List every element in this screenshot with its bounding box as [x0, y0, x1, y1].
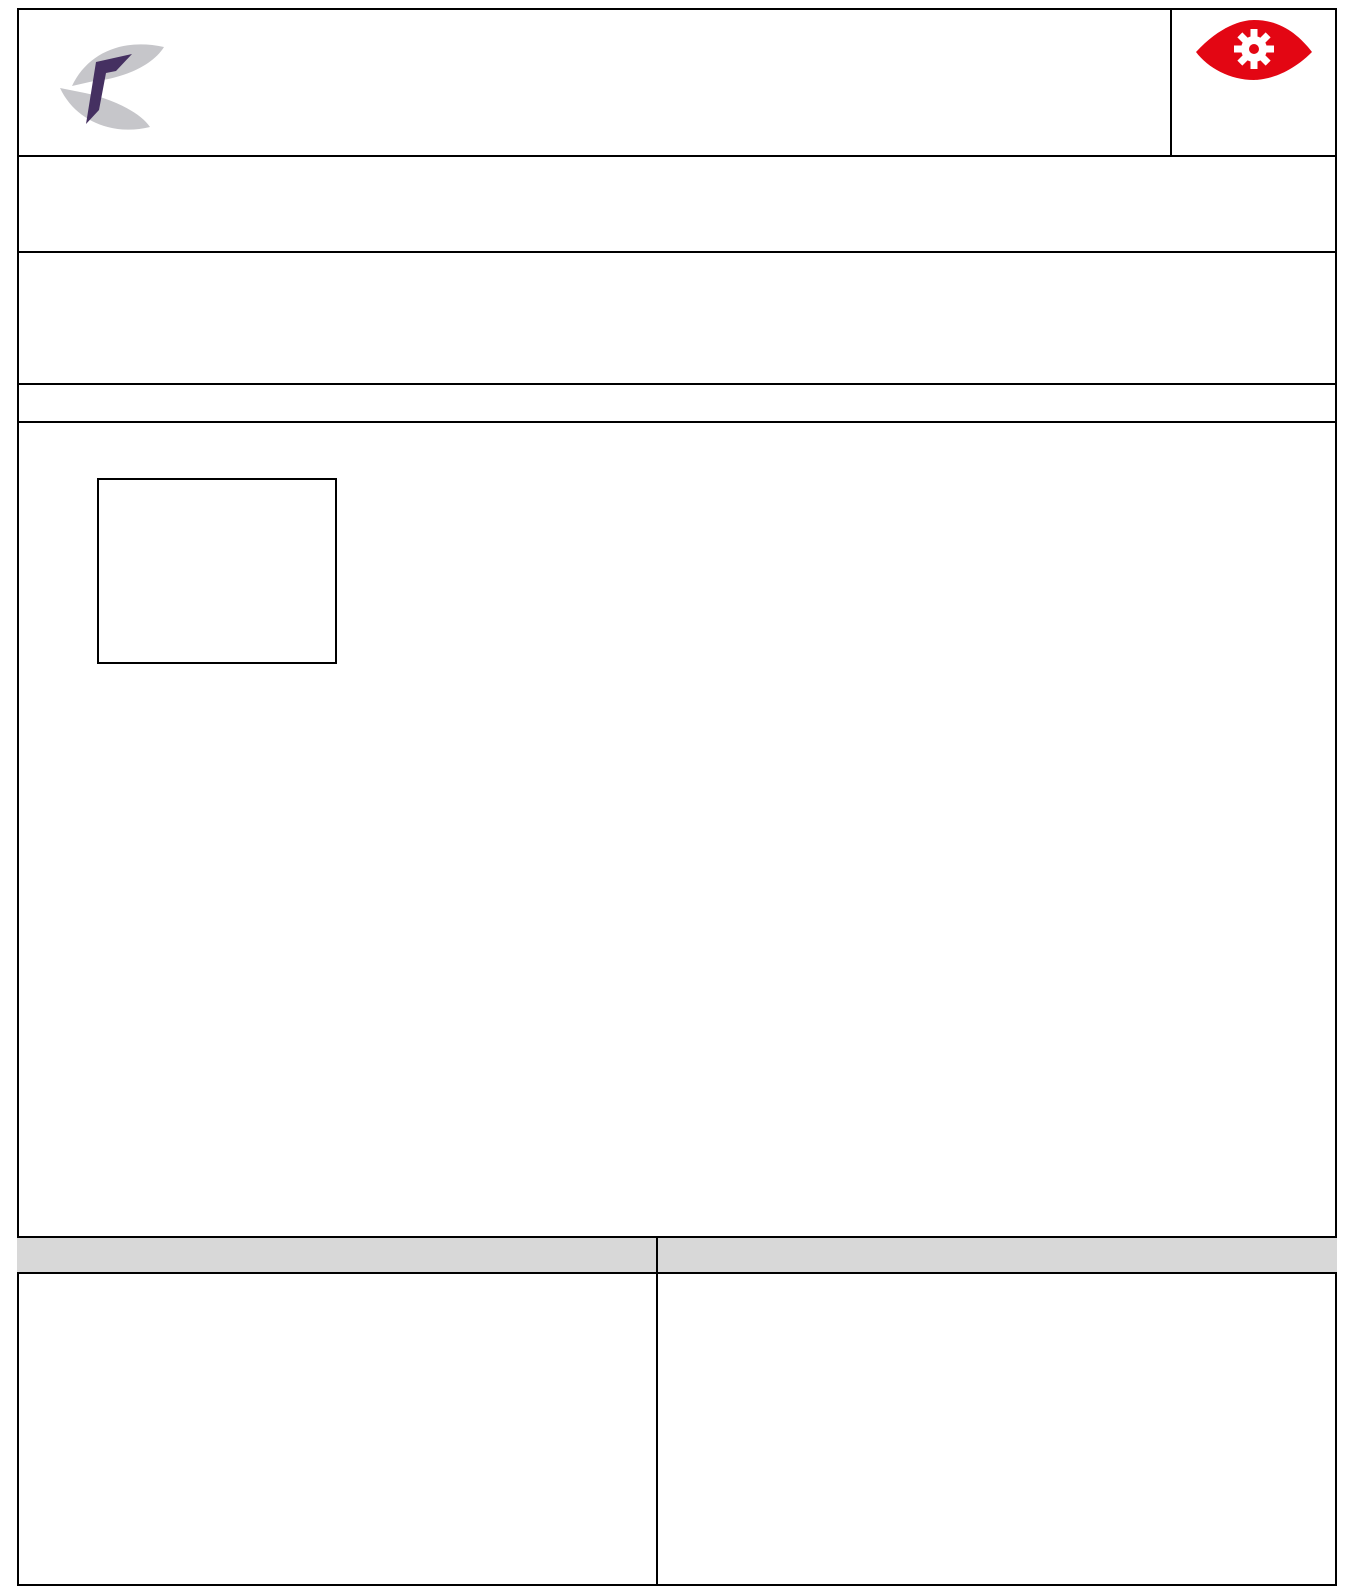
- maha-eye-gear-icon: [1192, 18, 1316, 82]
- power-data-table: [17, 1230, 656, 1586]
- company-logo: [52, 32, 170, 144]
- chart-legend: [97, 478, 337, 664]
- section-divider: [17, 383, 1337, 385]
- section-divider: [17, 251, 1337, 253]
- device-logo-box: [1172, 10, 1335, 155]
- logo-swoosh-bottom: [60, 88, 150, 130]
- bottom-section: [17, 1230, 1337, 1586]
- section-divider: [17, 155, 1337, 157]
- ambient-data-table: [656, 1230, 1337, 1586]
